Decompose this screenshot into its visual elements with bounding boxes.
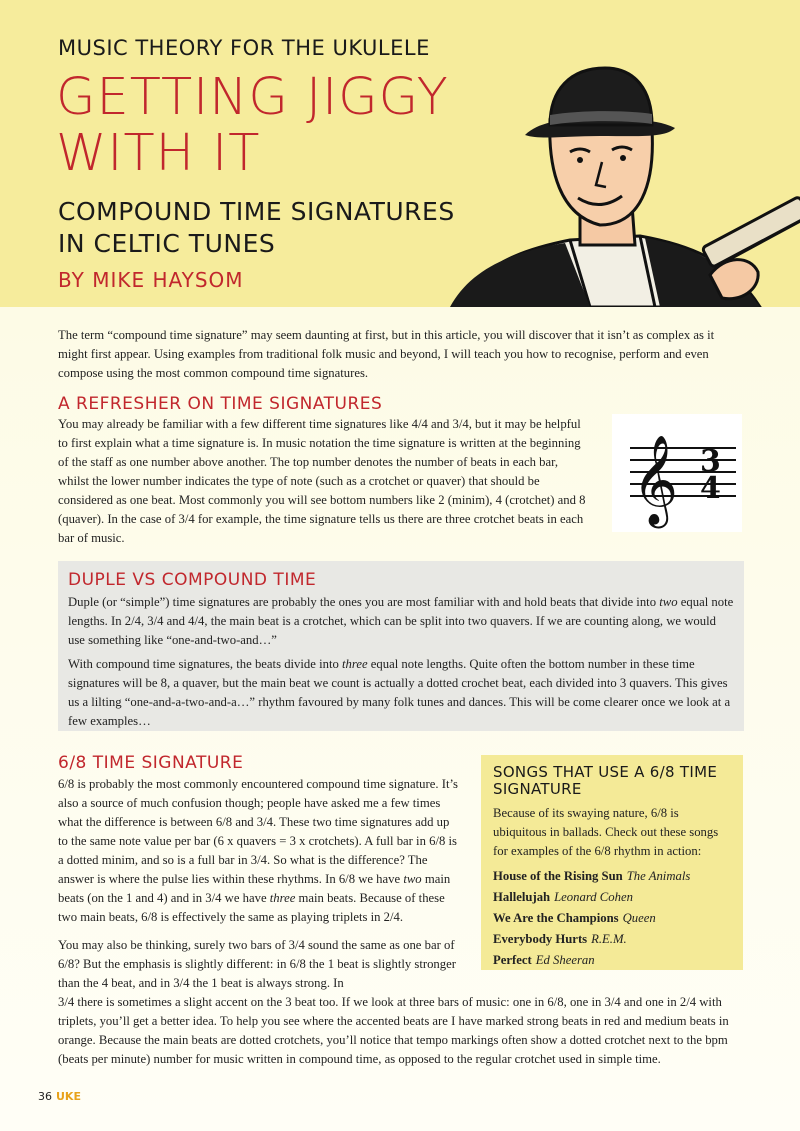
song-item xyxy=(493,866,731,887)
text-span: With compound time signatures, the beats divide into xyxy=(68,657,342,671)
time-signature-bottom: 4 xyxy=(700,471,721,506)
text-span: main beats (on the 1 and 4) and in 3/4 we have xyxy=(58,872,451,905)
article-title-line-2: WITH IT xyxy=(56,124,261,183)
song-artist: Ed Sheeran xyxy=(535,953,595,967)
song-artist: Queen xyxy=(622,911,656,925)
intro-paragraph: The term “compound time signature” may seem daunting at first, but in this article, you will discover that it isn’t as complex as it might first appear. Using examples from traditional folk music and beyond, I will teach you how to recognise, perform and even compose using the most common compound time signatures. xyxy=(58,328,715,380)
duple-paragraph-2 xyxy=(68,655,734,731)
song-title: Everybody Hurts xyxy=(493,932,588,946)
page-footer xyxy=(38,1090,81,1103)
song-item xyxy=(493,929,731,950)
page-number: 36 xyxy=(38,1090,52,1103)
emphasis: three xyxy=(269,891,296,905)
emphasis: two xyxy=(659,595,678,609)
six-eight-paragraph-3: 3/4 there is sometimes a slight accent on the 3 beat too. If we look at three bars of music: one in 6/8, one in 3/4 and one in 2/4 with triplets, you’ll get a better idea. To help you see where the accented beats are I have marked strong beats in red and medium beats in orange. Because the main beats are dotted crotchets, you’ll notice that tempo markings often show a dotted crotchet next to the bpm (beats per minute) number for music written in compound time, as opposed to the regular crotchet used in simple time. xyxy=(58,995,729,1066)
text-span: main beats. Because of these two main beats, 6/8 is effectively the same as playing triplets in 2/4. xyxy=(58,891,445,924)
song-title: Hallelujah xyxy=(493,890,551,904)
song-item xyxy=(493,950,731,971)
songs-sidebar xyxy=(481,755,743,970)
duple-heading: DUPLE VS COMPOUND TIME xyxy=(68,570,317,590)
song-title: We Are the Champions xyxy=(493,911,619,925)
song-title: Perfect xyxy=(493,953,532,967)
text-span: equal note lengths. Quite often the bottom number in these time signatures will be 8, a quaver, but the main beat we count is actually a dotted crochet beat, each divided into 3 quavers. This gives us a lilting “one-and-a-two-and-a…” rhythm favoured by many folk tunes and dances. This will be come clearer once we look at a few examples… xyxy=(68,657,731,728)
treble-clef-icon: 𝄞 xyxy=(632,435,679,525)
ukulele-player-illustration xyxy=(440,40,800,307)
text-span: Duple (or “simple”) time signatures are probably the ones you are most familiar with and hold beats that divide into xyxy=(68,595,660,609)
songs-heading: SONGS THAT USE A 6/8 TIME SIGNATURE xyxy=(493,763,718,798)
duple-vs-compound-box xyxy=(58,561,744,731)
emphasis: three xyxy=(341,657,368,671)
text-span: equal note lengths. In 2/4, 3/4 and 4/4, the main beat is a crotchet, which can be split into two quavers. If we are counting along, we would use something like “one-and-two-and…” xyxy=(68,595,734,647)
article-subtitle-line-1: COMPOUND TIME SIGNATURES xyxy=(58,197,455,226)
series-title: MUSIC THEORY FOR THE UKULELE xyxy=(58,36,430,60)
song-item xyxy=(493,908,731,929)
emphasis: two xyxy=(403,872,422,886)
songs-intro: Because of its swaying nature, 6/8 is ubiquitous in ballads. Check out these songs for examples of the 6/8 rhythm in action: xyxy=(493,806,719,858)
song-artist: The Animals xyxy=(626,869,691,883)
six-eight-paragraph-1 xyxy=(58,775,462,927)
song-title: House of the Rising Sun xyxy=(493,869,623,883)
treble-clef-staff xyxy=(612,414,742,532)
magazine-brand: UKE xyxy=(56,1090,81,1103)
six-eight-heading: 6/8 TIME SIGNATURE xyxy=(58,753,244,773)
text-span: 6/8 is probably the most commonly encountered compound time signature. It’s also a source of much confusion though; people have asked me a few times what the difference is between 6/8 and 3/4. These two time signatures add up to the same note value per bar (6 x quavers = 3 x crotchets). A full bar in 6/8 is a dotted minim, and so is a full bar in 3/4. So what is the difference? The answer is where the pulse lies within these rhythms. In 6/8 we have xyxy=(58,777,458,886)
song-artist: Leonard Cohen xyxy=(554,890,633,904)
song-artist: R.E.M. xyxy=(591,932,627,946)
duple-paragraph-1 xyxy=(68,593,734,650)
article-title-line-1: GETTING JIGGY xyxy=(56,68,449,127)
time-signature-figure xyxy=(612,414,742,532)
six-eight-paragraph-2: You may also be thinking, surely two bars of 3/4 sound the same as one bar of 6/8? But the emphasis is slightly different: in 6/8 the 1 beat is slightly stronger than the 4 beat, and in 3/4 the 1 beat is always strong. In xyxy=(58,938,456,990)
article-subtitle-line-2: IN CELTIC TUNES xyxy=(58,229,276,258)
time-signature-top: 3 xyxy=(700,444,721,479)
song-item xyxy=(493,887,731,908)
refresher-heading: A REFRESHER ON TIME SIGNATURES xyxy=(58,394,383,414)
byline: BY MIKE HAYSOM xyxy=(58,268,244,292)
refresher-paragraph: You may already be familiar with a few different time signatures like 4/4 and 3/4, but it may be helpful to first explain what a time signature is. In music notation the time signature is written at the beginning of the staff as one number above another. The top number denotes the number of beats in each bar, whilst the lower number indicates the type of note (such as a crotchet or quaver) that should be considered as one beat. Most commonly you will see bottom numbers like 2 (minim), 4 (crotchet) and 8 (quaver). In the case of 3/4 for example, the time signature tells us there are three crotchet beats in each bar of music. xyxy=(58,417,586,545)
